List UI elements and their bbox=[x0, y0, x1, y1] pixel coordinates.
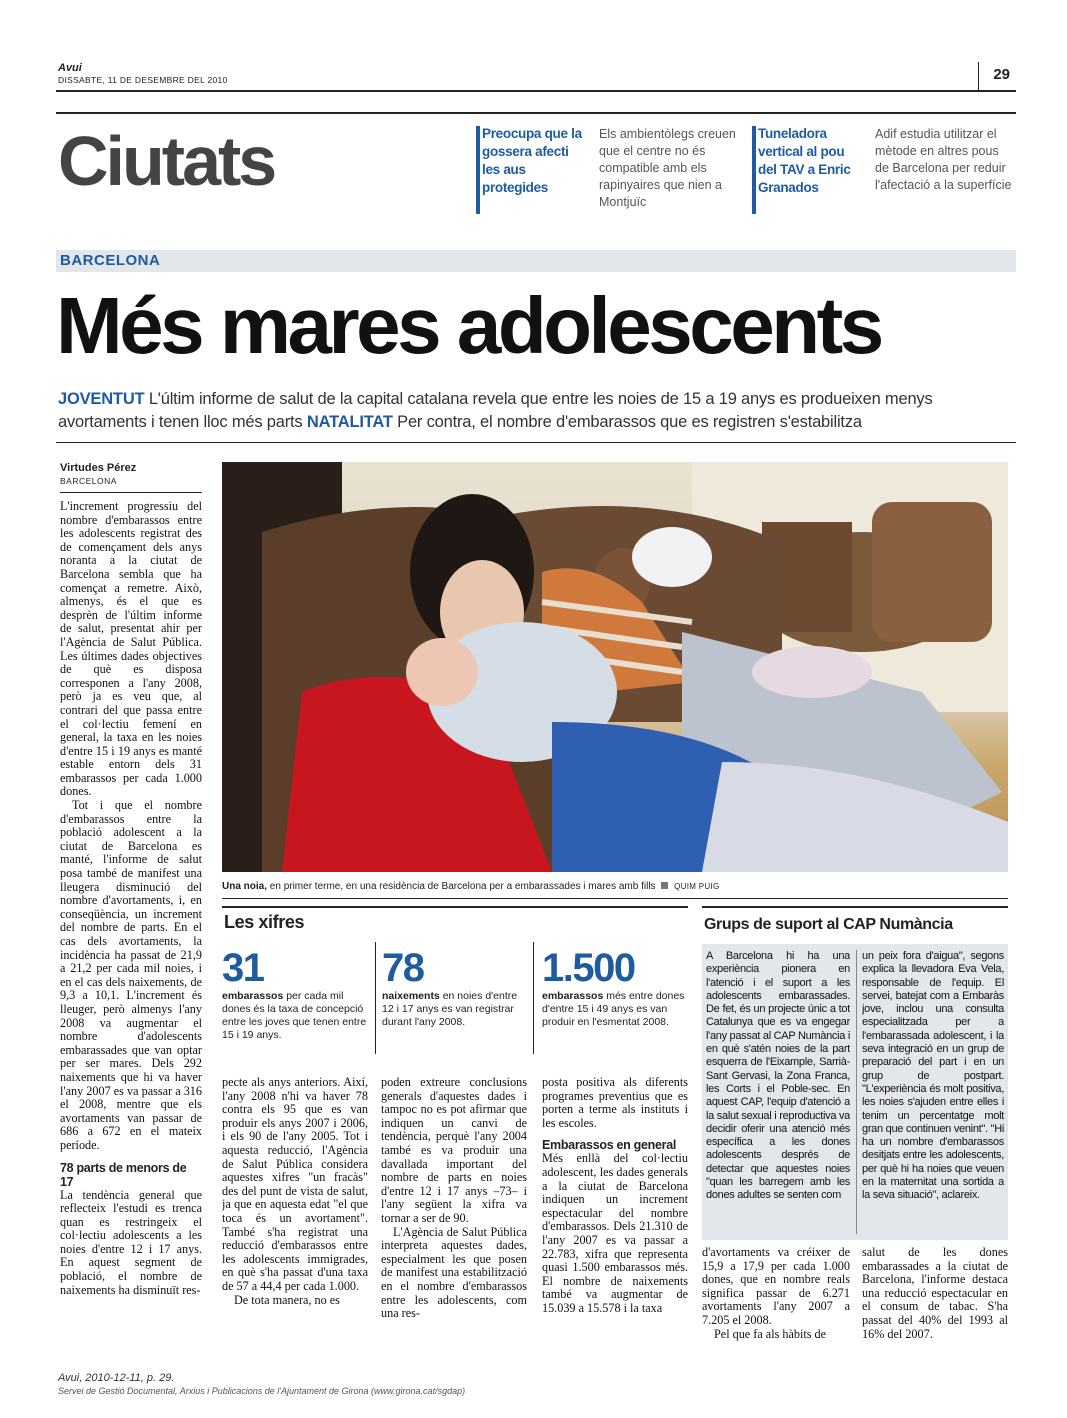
article-column-6 bbox=[862, 1246, 1008, 1356]
stat-item bbox=[382, 946, 522, 1056]
photo-illustration bbox=[222, 462, 1008, 872]
subheading: Embarassos en general bbox=[542, 1138, 677, 1153]
deck-text-2: Per contra, el nombre d'embarassos que es registren s'estabilitza bbox=[397, 413, 862, 431]
location-tag-text: BARCELONA bbox=[60, 252, 161, 269]
caption-rule bbox=[222, 898, 1008, 899]
caption-text: en primer terme, en una residència de Barcelona per a embarassades i mares amb fills bbox=[269, 881, 656, 892]
masthead-rule bbox=[56, 90, 1016, 92]
page-number-divider bbox=[978, 62, 979, 90]
issue-date: DISSABTE, 11 DE DESEMBRE DEL 2010 bbox=[58, 75, 228, 85]
teaser-1[interactable] bbox=[476, 124, 746, 224]
byline-author: Virtudes Pérez bbox=[60, 462, 137, 474]
paragraph: pecte als anys anteriors. Així, l'any 2008 n'hi va haver 78 contra els 95 que es van produir els anys 2007 i 2006, i els 90 de l'any 2005. Tot i aquesta reducció, l'Agència de Salut Pública considera aquestes xifres "un fracàs" des del punt de vista de salut, ja que en aquesta edat "el que toca és un avortament". També s'ha registrat una reducció d'embarassos entre les adolescents immigrades, en què s'ha passat d'una taxa de 57 a 44,4 per cada 1.000. bbox=[222, 1076, 368, 1293]
article-column-2 bbox=[222, 1076, 368, 1356]
subheading: 78 parts de menors de 17 bbox=[60, 1160, 187, 1189]
stat-number: 1.500 bbox=[542, 946, 635, 990]
teaser-body: Els ambientòlegs creuen que el centre no és compatible amb els rapinyaires que nien a Montjuïc bbox=[599, 127, 736, 209]
teaser-bar bbox=[476, 126, 480, 214]
paragraph: d'avortaments va créixer de 15,9 a 17,9 per cada 1.000 dones, que en nombre reals significa passar de 6.271 avortaments l'any 2007 a 7.205 el 2008. bbox=[702, 1246, 850, 1327]
headline: Més mares adolescents bbox=[56, 281, 881, 370]
stat-text: més entre dones d'entre 15 i 49 anys es van produir en l'esmentat 2008. bbox=[542, 990, 685, 1028]
paragraph: Pel que fa als hàbits de bbox=[714, 1326, 827, 1341]
deck-kicker-natalitat: NATALITAT bbox=[306, 413, 393, 431]
sidebar-divider bbox=[856, 950, 857, 1234]
article-column-1 bbox=[60, 500, 202, 1356]
location-tag bbox=[56, 250, 1016, 272]
sidebar-column-2 bbox=[862, 950, 1004, 1236]
deck-rule bbox=[56, 442, 1016, 443]
sidebar-title: Grups de suport al CAP Numància bbox=[704, 916, 953, 933]
teaser-body: Adif estudia utilitzar el mètode en altres pous de Barcelona per reduir l'afectació a la superfície bbox=[875, 127, 1012, 192]
deck-text-1: L'últim informe de salut de la capital catalana revela que entre les noies de 15 a 19 anys es produeixen menys avortaments i tenen lloc més parts bbox=[58, 390, 933, 431]
paragraph: salut de les dones embarassades a la ciutat de Barcelona, l'informe destaca una reducció espectacular en el consum de tabac. S'ha passat del 40% del 1993 al 16% del 2007. bbox=[862, 1246, 1008, 1341]
teaser-headline: Preocupa que la gossera afecti les aus protegides bbox=[482, 126, 582, 195]
stats-box bbox=[222, 906, 688, 1066]
stats-title: Les xifres bbox=[224, 912, 305, 932]
paragraph: posta positiva als diferents programes preventius que es porten a terme als instituts i les escoles. bbox=[542, 1076, 688, 1130]
teaser-2[interactable] bbox=[752, 124, 1016, 224]
article-column-4 bbox=[542, 1076, 688, 1356]
byline-rule bbox=[60, 492, 202, 493]
caption-lead: Una noia, bbox=[222, 881, 268, 892]
stat-bold: naixements bbox=[382, 990, 440, 1002]
stat-text: en noies d'entre 12 i 17 anys es van registrar durant l'any 2008. bbox=[382, 990, 518, 1028]
teaser-bar bbox=[752, 126, 756, 214]
photo-caption bbox=[222, 880, 1008, 893]
paragraph: un peix fora d'aigua", segons explica la llevadora Eva Vela, responsable de l'equip. El servei, batejat com a Embaràs jove, inclou una consulta especialitzada per a l'embarassada adolescent, i la seva integració en un grup de preparació del part i en un grup de postpart. "L'experiència és molt positiva, les noies s'ajuden entre elles i tenim un percentatge molt gran que continuen venint". "Hi ha un nombre d'embarassos desitjats entre les adolescents, per què hi ha noies que veuen en la maternitat una sortida a la seva situació", aclareix. bbox=[862, 950, 1004, 1202]
stat-text: per cada mil dones és la taxa de concepció entre les joves que tenen entre 15 i 19 anys. bbox=[222, 990, 367, 1041]
section-top-rule bbox=[56, 112, 1016, 114]
teaser-headline: Tuneladora vertical al pou del TAV a Enric Granados bbox=[758, 126, 851, 195]
stat-item bbox=[222, 946, 370, 1056]
stat-divider bbox=[533, 942, 534, 1054]
byline bbox=[60, 462, 202, 486]
paragraph: De tota manera, no es bbox=[234, 1292, 340, 1307]
footer-archive: Servei de Gestió Documental, Arxius i Publicacions de l'Ajuntament de Girona (www.girona.cat/sgdap) bbox=[58, 1386, 466, 1396]
caption-credit: QUIM PUIG bbox=[674, 882, 720, 891]
stats-top-rule bbox=[222, 906, 688, 908]
byline-place: BARCELONA bbox=[60, 476, 117, 486]
stat-number: 31 bbox=[222, 946, 264, 990]
article-column-3 bbox=[381, 1076, 527, 1356]
page-number: 29 bbox=[993, 66, 1010, 83]
paragraph: L'increment progressiu del nombre d'embarassos entre les adolescents registrat des de començament dels anys noranta a la ciutat de Barcelona sembla que ha començat a remetre. Això, almenys, és el que es desprèn de l'últim informe de salut, presentat ahir per l'Agència de Salut Pública. Les últimes dades objectives de què es disposa corresponen a l'any 2008, però ja es veu que, al contrari del que passa entre el col·lectiu femení en general, la taxa en les noies d'entre 15 i 19 anys es manté estable entorn dels 31 embarassos per cada 1.000 dones. bbox=[60, 500, 202, 799]
stat-number: 78 bbox=[382, 946, 424, 990]
sidebar-column-1 bbox=[706, 950, 850, 1236]
paper-name: Avui bbox=[58, 62, 82, 74]
deck-kicker-joventut: JOVENTUT bbox=[58, 390, 145, 408]
paragraph: La tendència general que reflecteix l'estudi es trenca quan es restringeix el col·lectiu adolescents a les noies d'entre 12 i 17 anys. En aquest segment de població, el nombre de naixements ha disminuït res- bbox=[60, 1187, 202, 1297]
footer-source: Avui, 2010-12-11, p. 29. bbox=[58, 1372, 175, 1384]
caption-credit-marker bbox=[661, 882, 668, 889]
stat-divider bbox=[375, 942, 376, 1054]
paragraph: Tot i que el nombre d'embarassos entre la població adolescent a la ciutat de Barcelona es manté, l'informe de salut posa també de manifest una lleugera disminució del nombre d'avortaments, i, en conseqüència, un increment del nombre de parts. En el cas dels avortaments, la incidència ha passat de 21,9 a 21,2 per cada mil noies, i en el cas dels naixements, de 9,3 a 10,1. L'increment és lleuger, però almenys l'any 2008 va augmentar el nombre d'adolescents embarassades que van optar per ser mares. Dels 292 naixements que hi va haver l'any 2007 es va passar a 316 el 2008, mentre que els avortaments van passar de 686 a 672 en el mateix període. bbox=[60, 798, 202, 1152]
article-column-5 bbox=[702, 1246, 850, 1356]
paragraph: poden extreure conclusions generals d'aquestes dades i tampoc no es pot afirmar que indiquen un canvi de tendència, perquè l'any 2004 també es va produir una davallada important del nombre de parts en noies d'entre 12 i 17 anys –73– i l'any següent la xifra va tornar a ser de 90. bbox=[381, 1076, 527, 1225]
paragraph: A Barcelona hi ha una experiència pionera en l'atenció i el suport a les adolescents embarassades. De fet, és un projecte únic a tot Catalunya que es va engegar l'any passat al CAP Numància i en què s'atén noies de la part esquerra de l'Eixample, Sarrià-Sant Gervasi, la Zona Franca, les Corts i el Poble-sec. En aquest CAP, l'equip d'atenció a la salut sexual i reproductiva va decidir oferir una atenció més específica a les dones adolescents després de detectar que aquestes noies "quan les barregem amb les dones adultes se senten com bbox=[706, 950, 850, 1202]
stat-item bbox=[542, 946, 686, 1056]
paragraph: Més enllà del col·lectiu adolescent, les dades generals a la ciutat de Barcelona indiquen un increment espectacular del nombre d'embarassos. Dels 21.310 de l'any 2007 es va passar a 22.783, xifra que representa quasi 1.500 embarassos més. El nombre de naixements també va augmentar de 15.039 a 15.578 i la taxa bbox=[542, 1151, 688, 1315]
sidebar-top-rule bbox=[702, 906, 1008, 908]
paragraph: L'Agència de Salut Pública interpreta aquestes dades, especialment les que posen de manifest una estabilització en el nombre d'embarassos entre les adolescents, com una res- bbox=[381, 1224, 527, 1321]
footer bbox=[58, 1372, 1016, 1396]
article-photo bbox=[222, 462, 1008, 872]
deck bbox=[58, 388, 1016, 434]
stat-bold: embarassos bbox=[222, 990, 284, 1002]
stat-bold: embarassos bbox=[542, 990, 604, 1002]
section-title: Ciutats bbox=[58, 122, 275, 200]
